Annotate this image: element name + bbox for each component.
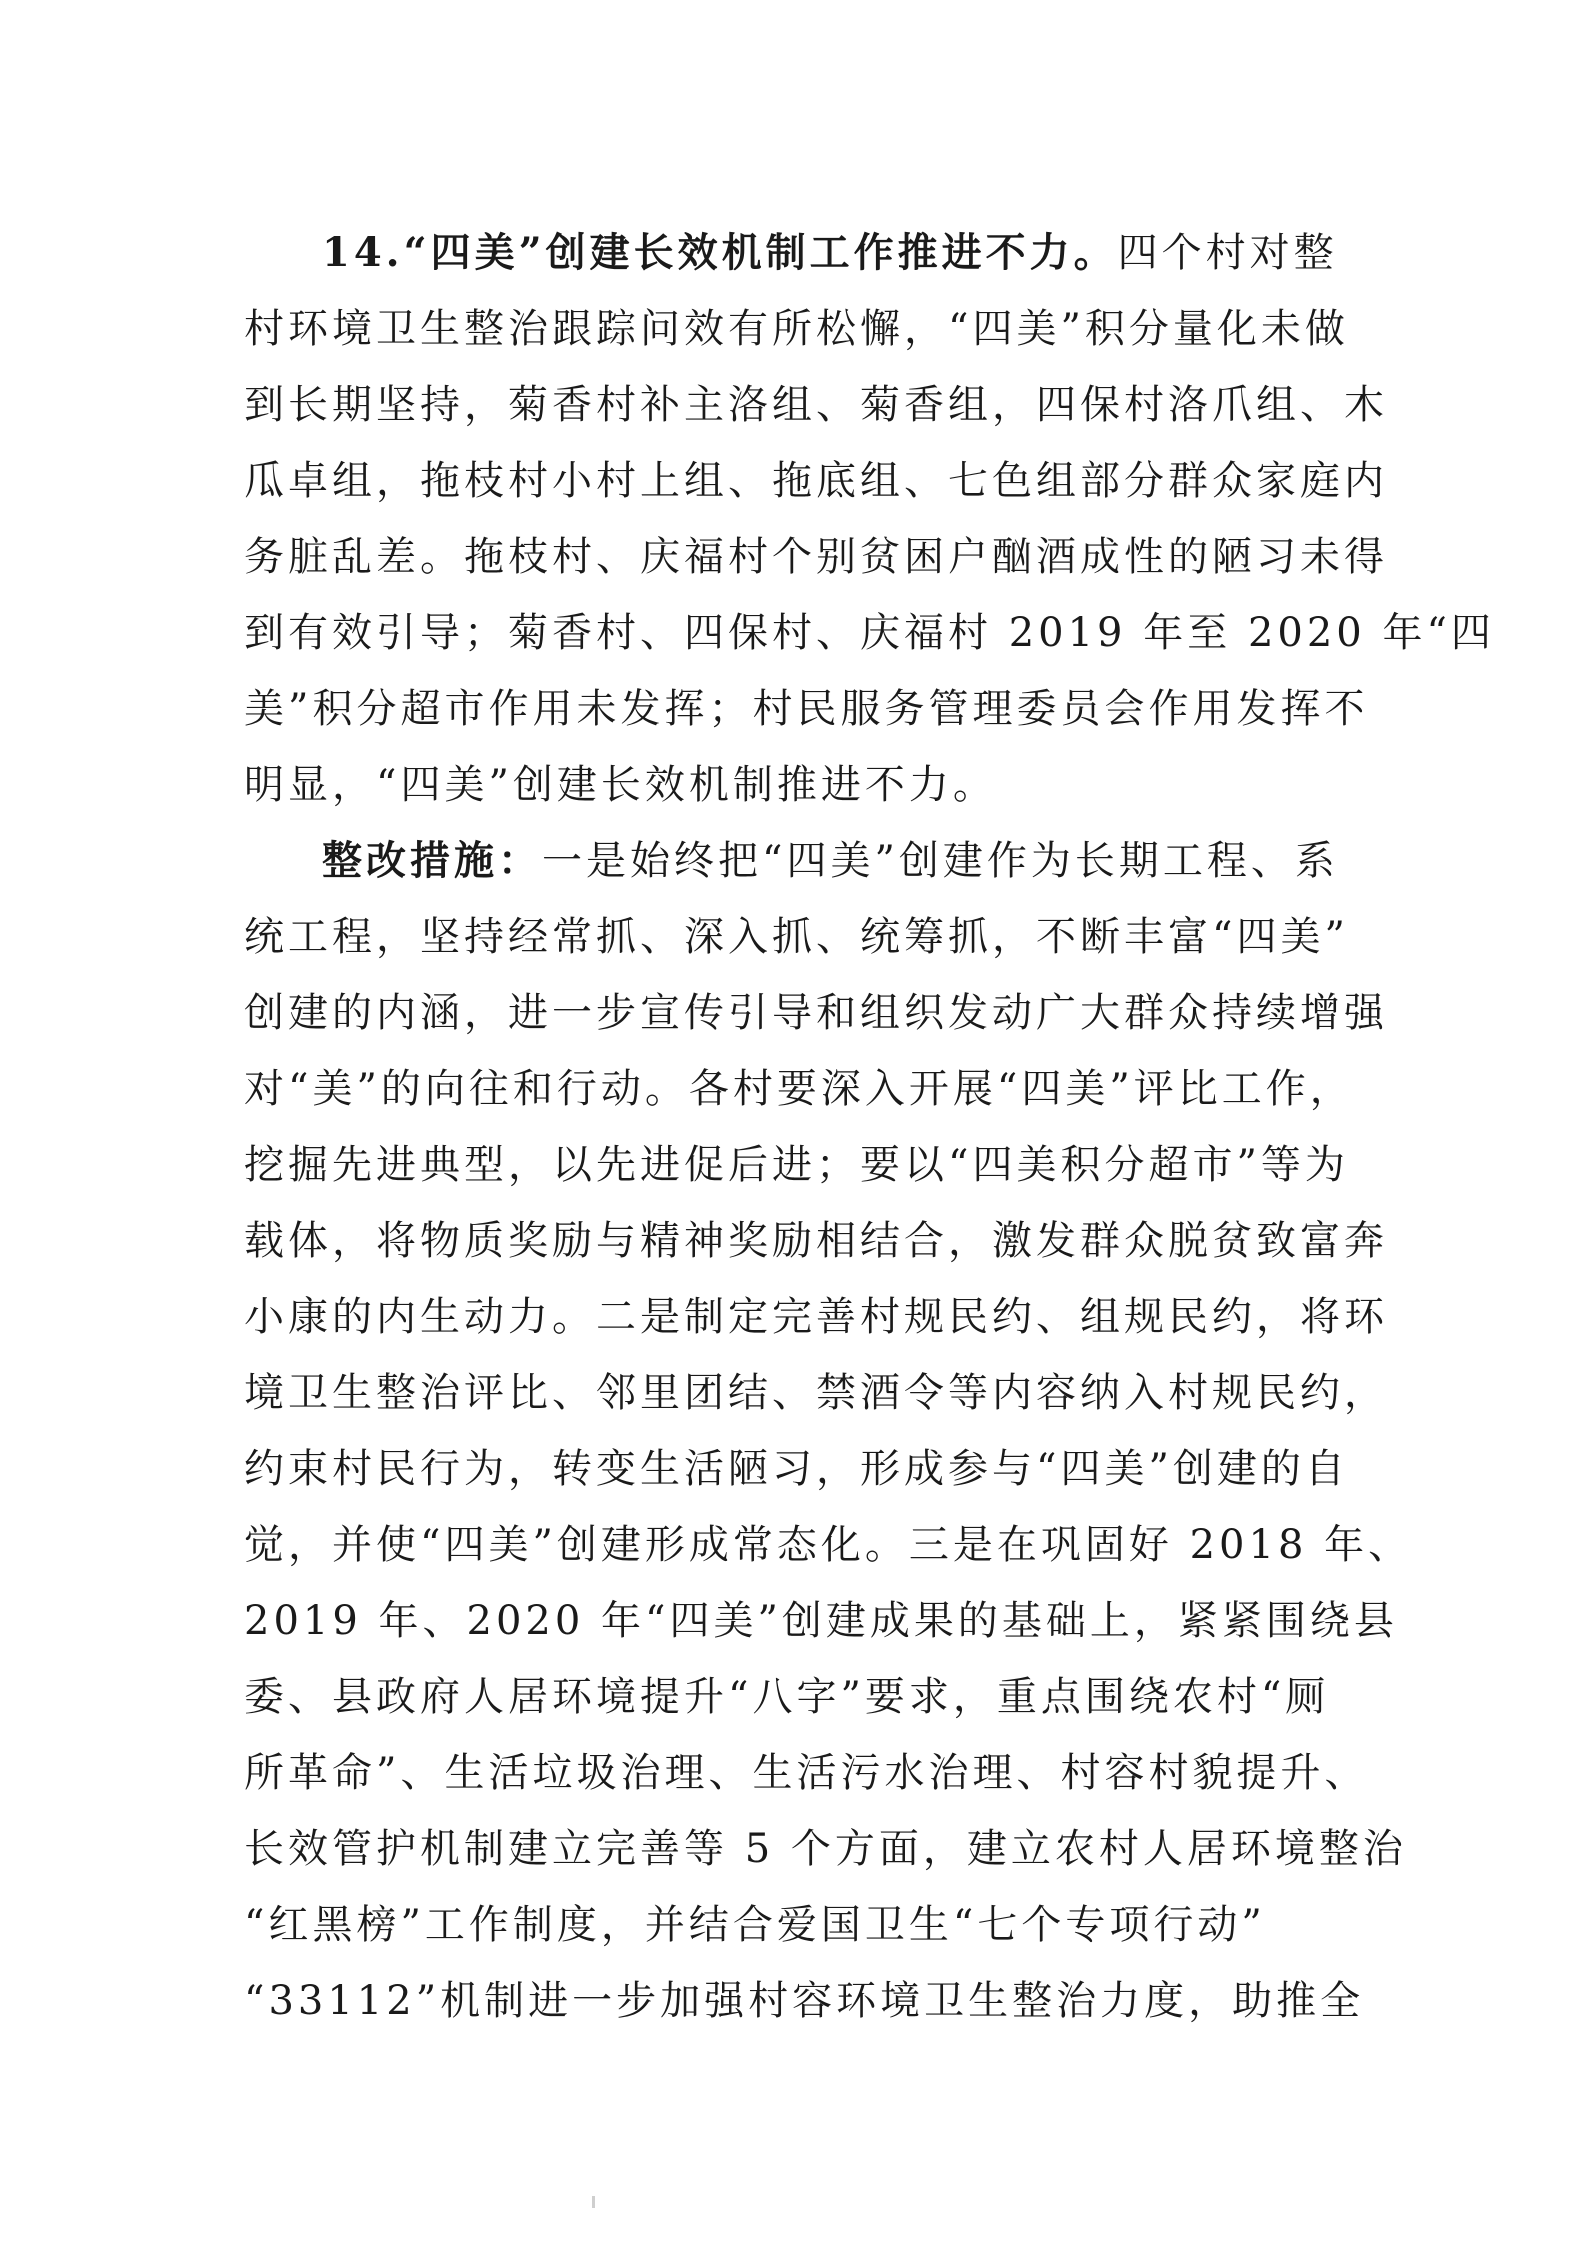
p2-line-14: 长效管护机制建立完善等 5 个方面，建立农村人居环境整治 — [244, 1826, 1407, 1872]
p1-line-6: 到有效引导；菊香村、四保村、庆福村 2019 年至 2020 年“四 — [244, 610, 1495, 656]
p1-line-7: 美”积分超市作用未发挥；村民服务管理委员会作用发挥不 — [244, 686, 1369, 732]
p1-line-5: 务脏乱差。拖枝村、庆福村个别贫困户酗酒成性的陋习未得 — [244, 534, 1388, 580]
scan-speck — [592, 2196, 595, 2208]
p1-line-8: 明显，“四美”创建长效机制推进不力。 — [244, 762, 997, 808]
p2-heading: 整改措施： — [322, 837, 542, 884]
p2-line-2: 统工程，坚持经常抓、深入抓、统筹抓，不断丰富“四美” — [244, 914, 1349, 960]
p2-line-3: 创建的内涵，进一步宣传引导和组织发动广大群众持续增强 — [244, 990, 1388, 1036]
p2-line-12: 委、县政府人居环境提升“八字”要求，重点围绕农村“厕 — [244, 1674, 1330, 1720]
p2-line-15: “红黑榜”工作制度，并结合爱国卫生“七个专项行动” — [244, 1902, 1266, 1948]
p2-line-1 — [322, 834, 1339, 888]
p2-line-13: 所革命”、生活垃圾治理、生活污水治理、村容村貌提升、 — [244, 1750, 1369, 1796]
p1-line-1-text: 四个村对整 — [1117, 230, 1338, 276]
p2-line-11: 2019 年、2020 年“四美”创建成果的基础上，紧紧围绕县 — [244, 1598, 1398, 1644]
p1-line-4: 瓜卓组，拖枝村小村上组、拖底组、七色组部分群众家庭内 — [244, 458, 1388, 504]
p1-line-1 — [322, 226, 1338, 280]
p2-line-9: 约束村民行为，转变生活陋习，形成参与“四美”创建的自 — [244, 1446, 1349, 1492]
p1-line-3: 到长期坚持，菊香村补主洛组、菊香组，四保村洛爪组、木 — [244, 382, 1388, 428]
p2-line-10: 觉，并使“四美”创建形成常态化。三是在巩固好 2018 年、 — [244, 1522, 1413, 1568]
p2-line-16: “33112”机制进一步加强村容环境卫生整治力度，助推全 — [244, 1978, 1365, 2024]
p2-line-8: 境卫生整治评比、邻里团结、禁酒令等内容纳入村规民约， — [244, 1370, 1388, 1416]
p2-line-6: 载体，将物质奖励与精神奖励相结合，激发群众脱贫致富奔 — [244, 1218, 1388, 1264]
p2-line-7: 小康的内生动力。二是制定完善村规民约、组规民约，将环 — [244, 1294, 1388, 1340]
p2-line-4: 对“美”的向往和行动。各村要深入开展“四美”评比工作， — [244, 1066, 1354, 1112]
p2-line-5: 挖掘先进典型，以先进促后进；要以“四美积分超市”等为 — [244, 1142, 1349, 1188]
p1-line-2: 村环境卫生整治跟踪问效有所松懈，“四美”积分量化未做 — [244, 306, 1349, 352]
p1-heading: 14.“四美”创建长效机制工作推进不力。 — [322, 229, 1118, 276]
p2-line-1-text: 一是始终把“四美”创建作为长期工程、系 — [542, 838, 1339, 884]
